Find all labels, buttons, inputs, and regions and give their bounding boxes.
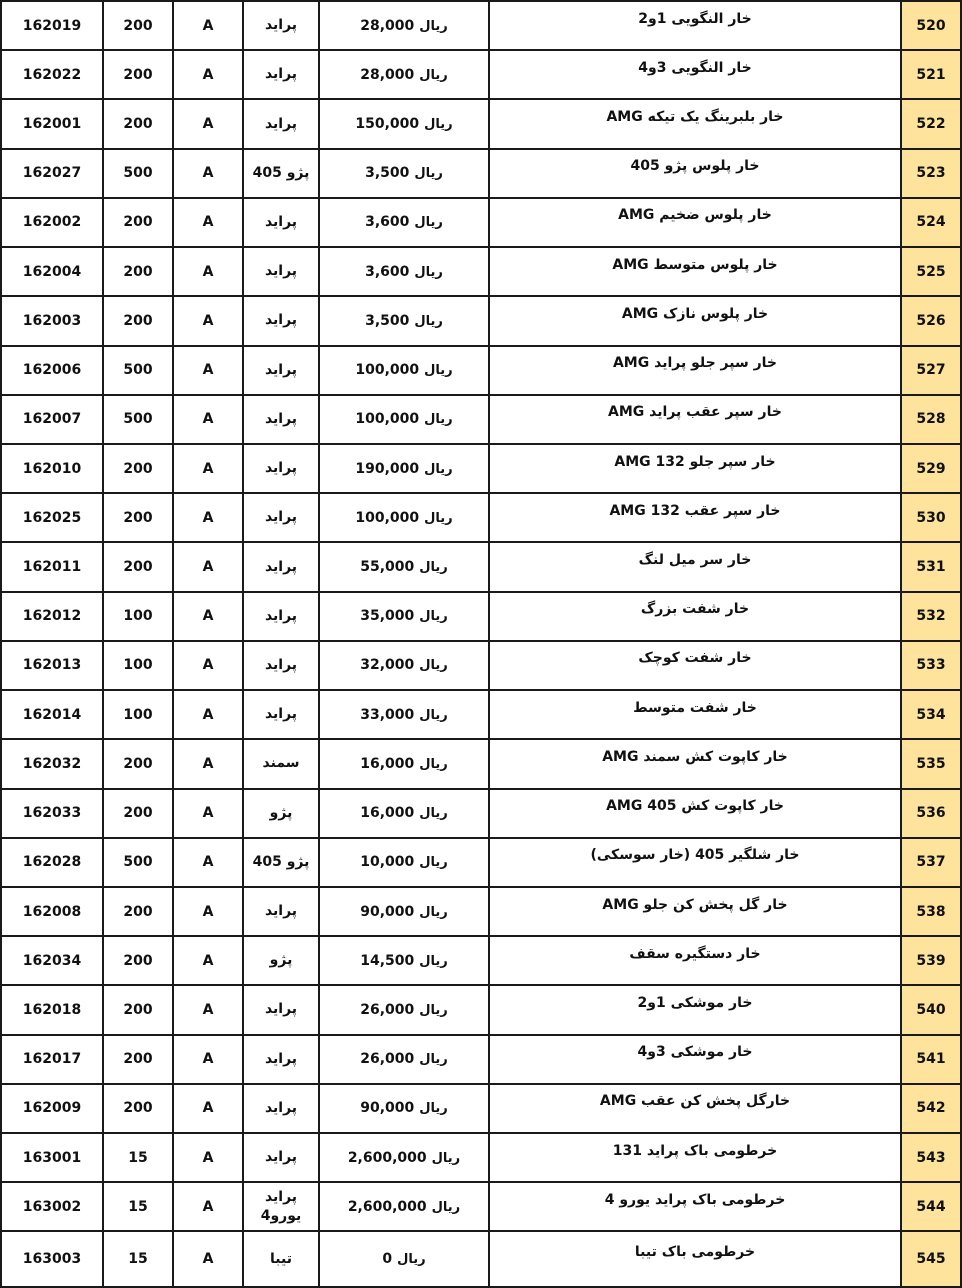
price-value: 10,000	[360, 854, 415, 871]
product-name: خار شفت بزرگ	[640, 601, 750, 618]
product-code-cell: 162001	[1, 99, 103, 148]
product-code-cell: 162017	[1, 1035, 103, 1084]
table-row	[1, 887, 961, 936]
price-value: 3,600	[365, 214, 410, 231]
currency-unit: ریال	[419, 953, 448, 969]
car-model-cell: پراید	[243, 641, 319, 690]
currency-unit: ریال	[419, 609, 448, 625]
product-code-cell: 162028	[1, 838, 103, 887]
price-cell	[319, 690, 489, 739]
price-cell	[319, 789, 489, 838]
currency-unit: ریال	[419, 707, 448, 723]
quantity-cell: 15	[103, 1231, 173, 1287]
quantity-cell: 500	[103, 346, 173, 395]
product-name: خار پلوس نازک AMG	[621, 305, 769, 322]
quantity-cell: 100	[103, 690, 173, 739]
currency-unit: ریال	[419, 756, 448, 772]
car-model-line: پراید	[264, 1188, 298, 1205]
price-value: 14,500	[360, 952, 415, 969]
price-value: 90,000	[360, 903, 415, 920]
car-model-cell: پژو	[243, 789, 319, 838]
table-row	[1, 1133, 961, 1182]
price-cell	[319, 395, 489, 444]
currency-unit: ریال	[431, 1199, 461, 1215]
currency-unit: ریال	[419, 1052, 448, 1068]
row-number-cell: 525	[901, 247, 961, 296]
product-code-cell: 162025	[1, 493, 103, 542]
product-name: خار موشکی 1و2	[637, 994, 753, 1011]
row-number-cell: 544	[901, 1182, 961, 1231]
product-code-cell: 162032	[1, 739, 103, 788]
row-number-cell: 530	[901, 493, 961, 542]
product-name-cell	[489, 1, 901, 50]
product-name: خرطومی باک پراید یورو 4	[604, 1191, 786, 1208]
price-value: 2,600,000	[347, 1198, 427, 1215]
table-row	[1, 395, 961, 444]
quantity-cell: 200	[103, 936, 173, 985]
car-model-cell: پراید	[243, 1133, 319, 1182]
car-model-cell: پراید	[243, 50, 319, 99]
product-name: خار بلبرینگ یک تیکه AMG	[606, 109, 784, 126]
car-model-cell: پراید	[243, 887, 319, 936]
product-code-cell: 163001	[1, 1133, 103, 1182]
price-value: 190,000	[355, 460, 420, 477]
currency-unit: ریال	[397, 1252, 426, 1268]
currency-unit: ریال	[414, 313, 443, 329]
product-code-cell: 162014	[1, 690, 103, 739]
price-value: 33,000	[360, 706, 415, 723]
price-value: 100,000	[355, 362, 420, 379]
quantity-cell: 200	[103, 296, 173, 345]
currency-unit: ریال	[419, 560, 448, 576]
car-model-cell: پراید	[243, 1, 319, 50]
quantity-cell: 200	[103, 789, 173, 838]
grade-cell: A	[173, 1084, 243, 1133]
table-row	[1, 1084, 961, 1133]
quantity-cell: 200	[103, 887, 173, 936]
price-cell	[319, 641, 489, 690]
car-model-cell: پراید	[243, 493, 319, 542]
quantity-cell: 200	[103, 1, 173, 50]
currency-unit: ریال	[424, 412, 453, 428]
quantity-cell: 15	[103, 1182, 173, 1231]
car-model-cell: پراید	[243, 198, 319, 247]
car-model-cell: پراید	[243, 592, 319, 641]
price-value: 3,500	[365, 165, 410, 182]
product-name-cell	[489, 493, 901, 542]
car-model-cell: پراید	[243, 395, 319, 444]
currency-unit: ریال	[419, 658, 448, 674]
grade-cell: A	[173, 296, 243, 345]
product-name: خار النگویی 3و4	[638, 59, 752, 76]
grade-cell: A	[173, 1182, 243, 1231]
row-number-cell: 535	[901, 739, 961, 788]
grade-cell: A	[173, 985, 243, 1034]
product-code-cell: 163003	[1, 1231, 103, 1287]
car-model-cell: پراید	[243, 1035, 319, 1084]
product-name-cell	[489, 346, 901, 395]
price-cell	[319, 838, 489, 887]
product-name-cell	[489, 1084, 901, 1133]
price-cell	[319, 1084, 489, 1133]
price-value: 100,000	[355, 411, 420, 428]
quantity-cell: 500	[103, 395, 173, 444]
product-name-cell	[489, 641, 901, 690]
product-code-cell: 162034	[1, 936, 103, 985]
price-cell	[319, 985, 489, 1034]
car-model-cell: پژو	[243, 936, 319, 985]
product-code-cell: 162018	[1, 985, 103, 1034]
car-model-cell: پراید	[243, 346, 319, 395]
table-row	[1, 1035, 961, 1084]
car-model-cell: پراید	[243, 444, 319, 493]
product-code-cell: 162013	[1, 641, 103, 690]
product-name: خار گل پخش کن جلو AMG	[602, 896, 788, 913]
row-number-cell: 522	[901, 99, 961, 148]
price-cell	[319, 247, 489, 296]
currency-unit: ریال	[424, 510, 453, 526]
product-name: خار پلوس ضخیم AMG	[618, 207, 772, 224]
row-number-cell: 534	[901, 690, 961, 739]
product-name-cell	[489, 838, 901, 887]
price-value: 3,600	[365, 263, 410, 280]
grade-cell: A	[173, 789, 243, 838]
product-name: خار کاپوت کش 405 AMG	[606, 798, 784, 815]
row-number-cell: 521	[901, 50, 961, 99]
product-code-cell: 162004	[1, 247, 103, 296]
table-row	[1, 50, 961, 99]
grade-cell: A	[173, 149, 243, 198]
product-code-cell: 162033	[1, 789, 103, 838]
grade-cell: A	[173, 542, 243, 591]
product-name-cell	[489, 149, 901, 198]
quantity-cell: 200	[103, 739, 173, 788]
product-name-cell	[489, 887, 901, 936]
grade-cell: A	[173, 247, 243, 296]
product-name: خار شفت کوچک	[638, 650, 752, 667]
grade-cell: A	[173, 838, 243, 887]
price-cell	[319, 149, 489, 198]
product-code-cell: 162022	[1, 50, 103, 99]
product-code-cell: 162003	[1, 296, 103, 345]
quantity-cell: 200	[103, 1084, 173, 1133]
price-cell	[319, 493, 489, 542]
table-row	[1, 149, 961, 198]
car-model-cell: پراید	[243, 247, 319, 296]
price-cell	[319, 1182, 489, 1231]
product-name-cell	[489, 99, 901, 148]
grade-cell: A	[173, 936, 243, 985]
product-name: خرطومی باک تیبا	[634, 1244, 756, 1261]
price-value: 26,000	[360, 1001, 415, 1018]
row-number-cell: 520	[901, 1, 961, 50]
price-cell	[319, 296, 489, 345]
quantity-cell: 200	[103, 444, 173, 493]
quantity-cell: 500	[103, 838, 173, 887]
grade-cell: A	[173, 395, 243, 444]
row-number-cell: 543	[901, 1133, 961, 1182]
price-cell	[319, 542, 489, 591]
price-cell	[319, 1133, 489, 1182]
grade-cell: A	[173, 592, 243, 641]
table-row	[1, 789, 961, 838]
product-name: خار موشکی 3و4	[637, 1044, 753, 1061]
table-row	[1, 493, 961, 542]
price-value: 0	[382, 1251, 393, 1268]
row-number-cell: 526	[901, 296, 961, 345]
car-model-cell	[243, 1182, 319, 1231]
quantity-cell: 200	[103, 247, 173, 296]
price-value: 28,000	[360, 17, 415, 34]
table-row	[1, 1231, 961, 1287]
product-code-cell: 162009	[1, 1084, 103, 1133]
table-row	[1, 690, 961, 739]
product-name: خار شلگیر 405 (خار سوسکی)	[590, 847, 800, 864]
product-name: خار سر میل لنگ	[638, 552, 752, 569]
grade-cell: A	[173, 1231, 243, 1287]
car-model-cell: پراید	[243, 690, 319, 739]
price-value: 16,000	[360, 805, 415, 822]
product-name-cell	[489, 1035, 901, 1084]
table-row	[1, 936, 961, 985]
grade-cell: A	[173, 444, 243, 493]
product-name-cell	[489, 542, 901, 591]
product-code-cell: 162008	[1, 887, 103, 936]
currency-unit: ریال	[419, 18, 448, 34]
price-value: 32,000	[360, 657, 415, 674]
price-cell	[319, 444, 489, 493]
price-value: 28,000	[360, 66, 415, 83]
product-name-cell	[489, 444, 901, 493]
quantity-cell: 200	[103, 985, 173, 1034]
product-name-cell	[489, 789, 901, 838]
currency-unit: ریال	[424, 363, 453, 379]
product-name-cell	[489, 690, 901, 739]
price-cell	[319, 936, 489, 985]
row-number-cell: 545	[901, 1231, 961, 1287]
product-name-cell	[489, 296, 901, 345]
table-row	[1, 296, 961, 345]
product-name: خرطومی باک پراید 131	[612, 1142, 778, 1159]
price-cell	[319, 887, 489, 936]
product-name: خار کاپوت کش سمند AMG	[602, 748, 788, 765]
price-value: 35,000	[360, 608, 415, 625]
product-code-cell: 162019	[1, 1, 103, 50]
quantity-cell: 200	[103, 493, 173, 542]
price-value: 26,000	[360, 1051, 415, 1068]
row-number-cell: 528	[901, 395, 961, 444]
table-row	[1, 1, 961, 50]
product-code-cell: 162002	[1, 198, 103, 247]
currency-unit: ریال	[424, 461, 453, 477]
product-name: خار پلوس متوسط AMG	[612, 256, 778, 273]
currency-unit: ریال	[419, 806, 448, 822]
quantity-cell: 100	[103, 592, 173, 641]
grade-cell: A	[173, 641, 243, 690]
table-body	[1, 1, 961, 1287]
car-model-cell: پراید	[243, 99, 319, 148]
quantity-cell: 200	[103, 198, 173, 247]
row-number-cell: 523	[901, 149, 961, 198]
table-row	[1, 1182, 961, 1231]
table-row	[1, 985, 961, 1034]
table-row	[1, 444, 961, 493]
price-cell	[319, 1231, 489, 1287]
table-row	[1, 346, 961, 395]
table-row	[1, 99, 961, 148]
product-name: خار سپر جلو پراید AMG	[612, 355, 778, 372]
quantity-cell: 200	[103, 50, 173, 99]
product-name-cell	[489, 395, 901, 444]
product-code-cell: 162012	[1, 592, 103, 641]
grade-cell: A	[173, 99, 243, 148]
table-row	[1, 247, 961, 296]
quantity-cell: 500	[103, 149, 173, 198]
row-number-cell: 524	[901, 198, 961, 247]
row-number-cell: 531	[901, 542, 961, 591]
price-cell	[319, 198, 489, 247]
product-name: خار دستگیره سقف	[629, 945, 761, 962]
car-model-line: یورو4	[260, 1207, 302, 1224]
quantity-cell: 100	[103, 641, 173, 690]
currency-unit: ریال	[414, 264, 443, 280]
grade-cell: A	[173, 50, 243, 99]
product-name: خار النگویی 1و2	[638, 10, 752, 27]
product-code-cell: 162007	[1, 395, 103, 444]
currency-unit: ریال	[424, 117, 453, 133]
product-name: خار سپر عقب پراید AMG	[608, 404, 782, 421]
price-value: 2,600,000	[347, 1149, 427, 1166]
product-name-cell	[489, 50, 901, 99]
product-name-cell	[489, 1231, 901, 1287]
currency-unit: ریال	[431, 1150, 461, 1166]
row-number-cell: 541	[901, 1035, 961, 1084]
grade-cell: A	[173, 346, 243, 395]
row-number-cell: 538	[901, 887, 961, 936]
price-value: 100,000	[355, 509, 420, 526]
car-model-cell: سمند	[243, 739, 319, 788]
car-model-cell: پراید	[243, 985, 319, 1034]
currency-unit: ریال	[419, 855, 448, 871]
price-cell	[319, 1, 489, 50]
car-model-cell: تیبا	[243, 1231, 319, 1287]
product-code-cell: 162010	[1, 444, 103, 493]
grade-cell: A	[173, 1, 243, 50]
currency-unit: ریال	[419, 67, 448, 83]
product-code-cell: 162011	[1, 542, 103, 591]
row-number-cell: 527	[901, 346, 961, 395]
table-row	[1, 739, 961, 788]
table-row	[1, 592, 961, 641]
price-value: 3,500	[365, 312, 410, 329]
product-name: خار سپر جلو 132 AMG	[614, 453, 776, 470]
quantity-cell: 200	[103, 542, 173, 591]
grade-cell: A	[173, 198, 243, 247]
table-row	[1, 542, 961, 591]
product-name-cell	[489, 198, 901, 247]
grade-cell: A	[173, 690, 243, 739]
currency-unit: ریال	[419, 904, 448, 920]
row-number-cell: 540	[901, 985, 961, 1034]
product-name: خارگل پخش کن عقب AMG	[599, 1093, 791, 1110]
product-name: خار پلوس پژو 405	[630, 158, 760, 175]
table-row	[1, 198, 961, 247]
product-name-cell	[489, 739, 901, 788]
currency-unit: ریال	[419, 1101, 448, 1117]
grade-cell: A	[173, 739, 243, 788]
row-number-cell: 532	[901, 592, 961, 641]
row-number-cell: 533	[901, 641, 961, 690]
product-code-cell: 163002	[1, 1182, 103, 1231]
price-cell	[319, 50, 489, 99]
product-name-cell	[489, 592, 901, 641]
row-number-cell: 536	[901, 789, 961, 838]
grade-cell: A	[173, 887, 243, 936]
price-cell	[319, 739, 489, 788]
product-code-cell: 162006	[1, 346, 103, 395]
row-number-cell: 542	[901, 1084, 961, 1133]
price-value: 55,000	[360, 559, 415, 576]
table-row	[1, 641, 961, 690]
grade-cell: A	[173, 493, 243, 542]
price-value: 16,000	[360, 755, 415, 772]
grade-cell: A	[173, 1035, 243, 1084]
car-model-cell: پراید	[243, 542, 319, 591]
price-cell	[319, 592, 489, 641]
quantity-cell: 15	[103, 1133, 173, 1182]
price-value: 90,000	[360, 1100, 415, 1117]
product-name-cell	[489, 1133, 901, 1182]
product-name-cell	[489, 985, 901, 1034]
car-model-cell: پژو 405	[243, 838, 319, 887]
car-model-cell: پراید	[243, 1084, 319, 1133]
row-number-cell: 537	[901, 838, 961, 887]
currency-unit: ریال	[414, 215, 443, 231]
currency-unit: ریال	[419, 1002, 448, 1018]
car-model-cell: پراید	[243, 296, 319, 345]
product-name-cell	[489, 247, 901, 296]
table-row	[1, 838, 961, 887]
quantity-cell: 200	[103, 99, 173, 148]
grade-cell: A	[173, 1133, 243, 1182]
currency-unit: ریال	[414, 166, 443, 182]
product-name-cell	[489, 1182, 901, 1231]
product-name-cell	[489, 936, 901, 985]
product-name: خار شفت متوسط	[633, 699, 757, 716]
price-cell	[319, 1035, 489, 1084]
quantity-cell: 200	[103, 1035, 173, 1084]
price-cell	[319, 346, 489, 395]
price-cell	[319, 99, 489, 148]
price-value: 150,000	[355, 116, 420, 133]
product-name: خار سپر عقب 132 AMG	[609, 502, 781, 519]
car-model-cell: پژو 405	[243, 149, 319, 198]
row-number-cell: 529	[901, 444, 961, 493]
row-number-cell: 539	[901, 936, 961, 985]
product-code-cell: 162027	[1, 149, 103, 198]
